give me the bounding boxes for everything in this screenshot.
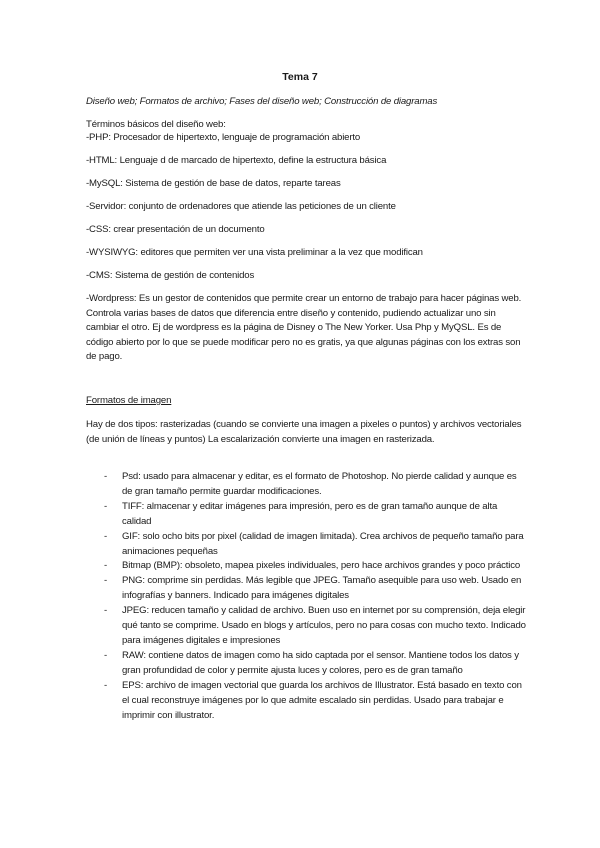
- list-item: [86, 500, 526, 530]
- format-png: PNG: comprime sin perdidas. Más legible que JPEG. Tamaño asequible para uso web. Usado en infografías y banners. Indicado para imágenes digitales: [122, 575, 522, 602]
- list-item: [86, 649, 526, 679]
- format-bmp: Bitmap (BMP): obsoleto, mapea pixeles individuales, pero hace archivos grandes y poco práctico: [122, 560, 521, 572]
- list-item: [86, 470, 526, 500]
- format-jpeg: JPEG: reducen tamaño y calidad de archivo. Buen uso en internet por su comprensión, deja elegir qué tanto se comprime. Usado en blogs y artículos, pero no para cosas con mucho texto. Indicado para imágenes digitales e impresiones: [122, 605, 526, 646]
- formats-intro: Hay de dos tipos: rasterizadas (cuando se convierte una imagen a pixeles o puntos) y archivos vectoriales (de unión de líneas y puntos) La escalarización convierte una imagen en rasterizada.: [86, 419, 522, 445]
- bullet-marker: -: [104, 605, 108, 617]
- term-wysiwyg: -WYSIWYG: editores que permiten ver una vista preliminar a la vez que modifican: [86, 247, 423, 258]
- format-raw: RAW: contiene datos de imagen como ha sido captada por el sensor. Mantiene todos los datos y gran profundidad de color y permite ajusta luces y colores, pero es de gran tamaño: [122, 649, 519, 676]
- term-mysql: -MySQL: Sistema de gestión de base de datos, reparte tareas: [86, 178, 341, 189]
- term-php: -PHP: Procesador de hipertexto, lenguaje de programación abierto: [86, 132, 361, 143]
- term-html: -HTML: Lenguaje d de marcado de hipertexto, define la estructura básica: [86, 155, 387, 166]
- format-eps: EPS: archivo de imagen vectorial que guarda los archivos de Illustrator. Está basado en texto con el cual reconstruye imágenes por lo que admite escalado sin perdidas. Usado para trabajar e imprimir con illustrator.: [122, 679, 522, 721]
- bullet-marker: -: [104, 649, 108, 661]
- list-item: [86, 604, 526, 649]
- term-servidor: -Servidor: conjunto de ordenadores que atiende las peticiones de un cliente: [86, 201, 396, 212]
- format-gif: GIF: solo ocho bits por pixel (calidad de imagen limitada). Crea archivos de pequeño tamaño para animaciones pequeñas: [122, 530, 524, 557]
- bullet-marker: -: [104, 679, 108, 691]
- bullet-marker: -: [104, 500, 108, 512]
- formats-heading: Formatos de imagen: [86, 395, 172, 406]
- list-item: [86, 574, 526, 604]
- bullet-marker: -: [104, 530, 108, 542]
- term-cms: -CMS: Sistema de gestión de contenidos: [86, 270, 255, 281]
- list-item: [86, 559, 526, 574]
- format-psd: Psd: usado para almacenar y editar, es el formato de Photoshop. No pierde calidad y aunque es de gran tamaño permite guardar modificaciones.: [122, 471, 517, 497]
- format-tiff: TIFF: almacenar y editar imágenes para impresión, pero es de gran tamaño aunque de alta calidad: [122, 500, 498, 527]
- formats-list: [86, 470, 526, 723]
- bullet-marker: -: [104, 471, 108, 482]
- bullet-marker: -: [104, 560, 108, 572]
- terms-heading: Términos básicos del diseño web:: [86, 119, 226, 130]
- document-subtitle: Diseño web; Formatos de archivo; Fases del diseño web; Construcción de diagramas: [86, 96, 438, 107]
- list-item: [86, 679, 526, 724]
- document-title: Tema 7: [282, 71, 318, 83]
- bullet-marker: -: [104, 575, 108, 587]
- term-wordpress: -Wordpress: Es un gestor de contenidos que permite crear un entorno de trabajo para hacer páginas web. Controla varias bases de datos que diferencia entre diseño y contenido, pudiendo actualizar uno sin cambiar el otro. Ej de wordpress es la página de Disney o The New Yorker. Usa Php y MyQSL. Es de código abierto por lo que se puede modificar pero no es gratis, ya que algunas páginas con los extras son de pago.: [86, 293, 522, 362]
- term-css: -CSS: crear presentación de un documento: [86, 224, 265, 235]
- list-item: [86, 530, 526, 560]
